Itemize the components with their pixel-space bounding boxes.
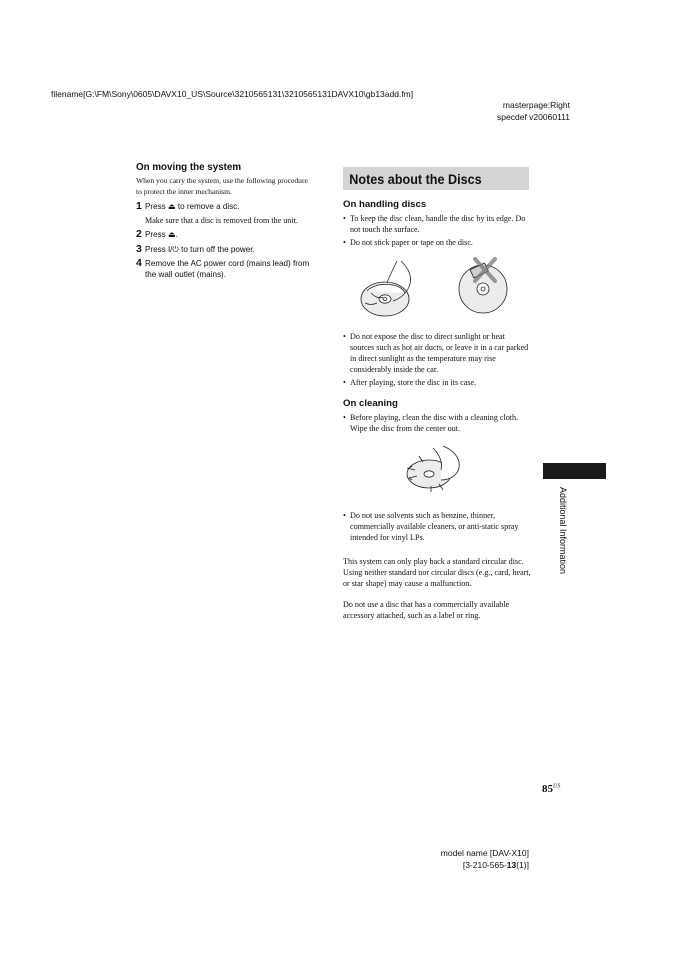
page-number-suffix: US	[553, 783, 561, 790]
bullet-item	[343, 412, 531, 434]
page-number	[542, 783, 560, 795]
cleaning-heading: On cleaning	[343, 397, 398, 409]
step-number: 1	[136, 200, 142, 212]
bullet-item: • Do not use solvents such as benzine, thinner, commercially available cleaners, or anti-static spray intended for vinyl LPs.	[343, 510, 531, 544]
accessory-note: Do not use a disc that has a commercially available accessory attached, such as a label or ring.	[343, 600, 510, 621]
disc-cleaning-illustration	[343, 440, 529, 498]
step-text: Press I/⏻ to turn off the power.	[145, 244, 255, 254]
step-text: Press ⏏ to remove a disc.	[145, 202, 240, 211]
cleaning-line-1: Before playing, clean the disc with a cleaning cloth.	[350, 412, 519, 422]
step-2	[136, 230, 314, 241]
step-number: 3	[136, 242, 142, 255]
right-column	[343, 167, 531, 622]
handling-bullets-b	[343, 331, 531, 389]
header-specdef: specdef v20060111	[497, 111, 570, 122]
step-3	[136, 242, 314, 256]
step-4	[136, 259, 314, 280]
moving-intro: When you carry the system, use the following procedure to protect the inner mechanism.	[136, 176, 308, 196]
handling-heading: On handling discs	[343, 199, 427, 210]
section-title: Notes about the Discs	[349, 170, 482, 187]
bullet-item: • To keep the disc clean, handle the disc by its edge. Do not touch the surface.	[343, 213, 531, 235]
step-1	[136, 202, 314, 226]
section-title-bar	[343, 167, 529, 190]
cleaning-bullets-a	[343, 412, 531, 434]
bullet-item: • After playing, store the disc in its case.	[343, 377, 531, 388]
hand-holding-disc-icon	[361, 261, 411, 316]
step-number: 4	[136, 257, 142, 269]
bullet-item: • Do not expose the disc to direct sunlight or heat sources such as hot air ducts, or leave it in a car parked in direct sunlight as the temperature may rise considerably inside the car.	[343, 331, 531, 376]
circular-disc-note: This system can only play back a standard circular disc. Using neither standard nor circular discs (e.g., card, heart, or star shape) may cause a malfunction.	[343, 556, 531, 589]
footer-meta	[441, 848, 529, 871]
page-number-value: 85	[542, 783, 553, 795]
disc-handling-illustration	[343, 255, 529, 321]
moving-steps	[136, 202, 314, 280]
bullet-item: • Do not stick paper or tape on the disc.	[343, 237, 531, 248]
header-filename: filename[G:\FM\Sony\0605\DAVX10_US\Source\3210565131\3210565131DAVX10\gb13add.fm]	[51, 89, 414, 99]
step-number: 2	[136, 228, 142, 240]
section-tab	[543, 463, 606, 479]
section-tab-label: Additional Information	[558, 487, 568, 575]
moving-heading: On moving the system	[136, 162, 242, 173]
footer-model: model name [DAV-X10]	[440, 848, 529, 858]
left-column	[136, 162, 314, 284]
footer-code: [3-210-565-13(1)]	[462, 859, 529, 870]
step-text: Press ⏏.	[145, 230, 178, 239]
header-meta	[497, 100, 570, 123]
disc-with-tape-icon	[459, 259, 507, 313]
cleaning-bullets-b	[343, 510, 531, 544]
header-masterpage: masterpage:Right	[502, 100, 570, 110]
cleaning-line-2: Wipe the disc from the center out.	[350, 423, 461, 433]
handling-bullets-a	[343, 213, 531, 249]
step-text: Remove the AC power cord (mains lead) from the wall outlet (mains).	[145, 259, 310, 279]
step-note: Make sure that a disc is removed from the unit.	[145, 215, 298, 225]
hand-wiping-disc-icon	[407, 446, 459, 492]
